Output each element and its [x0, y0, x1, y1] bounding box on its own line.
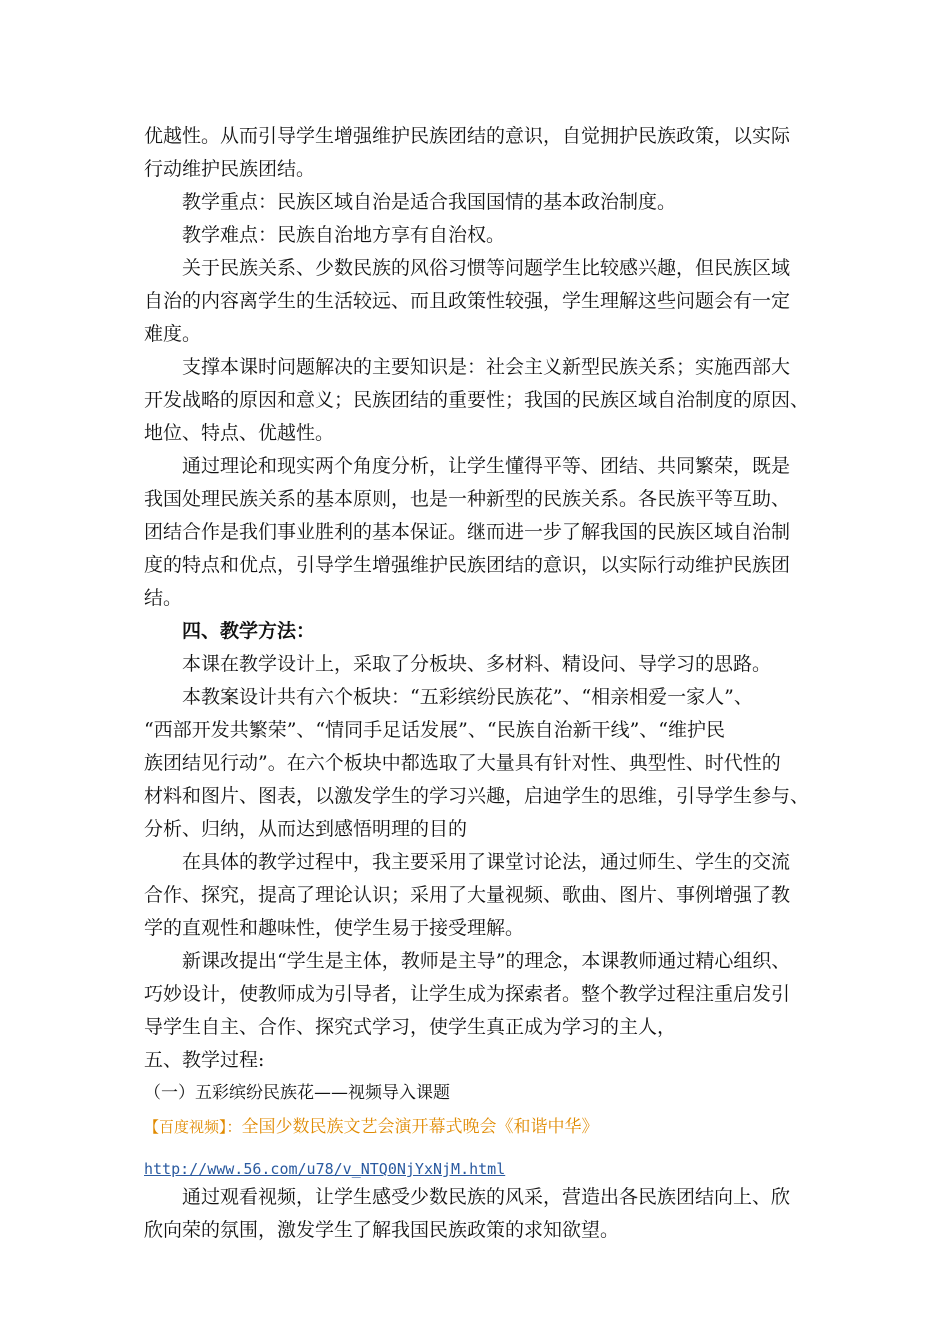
body-line: 分析、归纳，从而达到感悟明理的目的	[144, 818, 468, 840]
body-line: “西部开发共繁荣”、“情同手足话发展”、“民族自治新干线”、“维护民	[144, 719, 725, 741]
video-link[interactable]: http://www.56.com/u78/v_NTQ0NjYxNjM.html	[144, 1160, 506, 1178]
body-line: 通过理论和现实两个角度分析，让学生懂得平等、团结、共同繁荣，既是	[182, 455, 791, 477]
body-line: 自治的内容离学生的生活较远、而且政策性较强，学生理解这些问题会有一定	[144, 290, 791, 312]
video-title-text: 全国少数民族文艺会演开幕式晚会《和谐中华》	[241, 1117, 599, 1137]
body-line: 学的直观性和趣味性，使学生易于接受理解。	[144, 917, 525, 939]
section-heading-teaching-method: 四、教学方法：	[182, 620, 316, 642]
body-line: 行动维护民族团结。	[144, 158, 316, 180]
body-line: 导学生自主、合作、探究式学习，使学生真正成为学习的主人，	[144, 1016, 677, 1038]
section-heading-teaching-process: 五、教学过程:	[144, 1049, 265, 1071]
body-line: 合作、探究，提高了理论认识；采用了大量视频、歌曲、图片、事例增强了教	[144, 884, 791, 906]
body-line: 难度。	[144, 323, 202, 345]
body-line: 通过观看视频，让学生感受少数民族的风采，营造出各民族团结向上、欣	[182, 1186, 791, 1208]
body-line: 欣向荣的氛围，激发学生了解我国民族政策的求知欲望。	[144, 1219, 620, 1241]
body-line: 材料和图片、图表，以激发学生的学习兴趣，启迪学生的思维，引导学生参与、	[144, 785, 810, 807]
video-title	[144, 1114, 816, 1140]
body-line: 在具体的教学过程中，我主要采用了课堂讨论法，通过师生、学生的交流	[182, 851, 791, 873]
subsection-heading: （一）五彩缤纷民族花——视频导入课题	[144, 1083, 450, 1103]
body-line: 关于民族关系、少数民族的风俗习惯等问题学生比较感兴趣，但民族区域	[182, 257, 791, 279]
body-line: 新课改提出“学生是主体，教师是主导”的理念，本课教师通过精心组织、	[182, 950, 791, 972]
body-line: 族团结见行动”。在六个板块中都选取了大量具有针对性、典型性、时代性的	[144, 752, 781, 774]
body-line: 我国处理民族关系的基本原则，也是一种新型的民族关系。各民族平等互助、	[144, 488, 791, 510]
teaching-difficulty: 教学难点：民族自治地方享有自治权。	[182, 224, 506, 246]
body-line: 本教案设计共有六个板块：“五彩缤纷民族花”、“相亲相爱一家人”、	[182, 686, 753, 708]
body-line: 本课在教学设计上，采取了分板块、多材料、精设问、导学习的思路。	[182, 653, 772, 675]
body-line: 支撑本课时问题解决的主要知识是：社会主义新型民族关系；实施西部大	[182, 356, 791, 378]
body-line: 巧妙设计，使教师成为引导者，让学生成为探索者。整个教学过程注重启发引	[144, 983, 791, 1005]
video-tag: 【百度视频】：	[144, 1118, 242, 1136]
document-page	[144, 120, 816, 1247]
body-line: 团结合作是我们事业胜利的基本保证。继而进一步了解我国的民族区域自治制	[144, 521, 791, 543]
body-line: 结。	[144, 587, 183, 609]
body-line: 优越性。从而引导学生增强维护民族团结的意识，自觉拥护民族政策，以实际	[144, 125, 791, 147]
teaching-focus: 教学重点：民族区域自治是适合我国国情的基本政治制度。	[182, 191, 677, 213]
body-line: 度的特点和优点，引导学生增强维护民族团结的意识，以实际行动维护民族团	[144, 554, 791, 576]
body-line: 开发战略的原因和意义；民族团结的重要性；我国的民族区域自治制度的原因、	[144, 389, 810, 411]
body-line: 地位、特点、优越性。	[144, 422, 335, 444]
